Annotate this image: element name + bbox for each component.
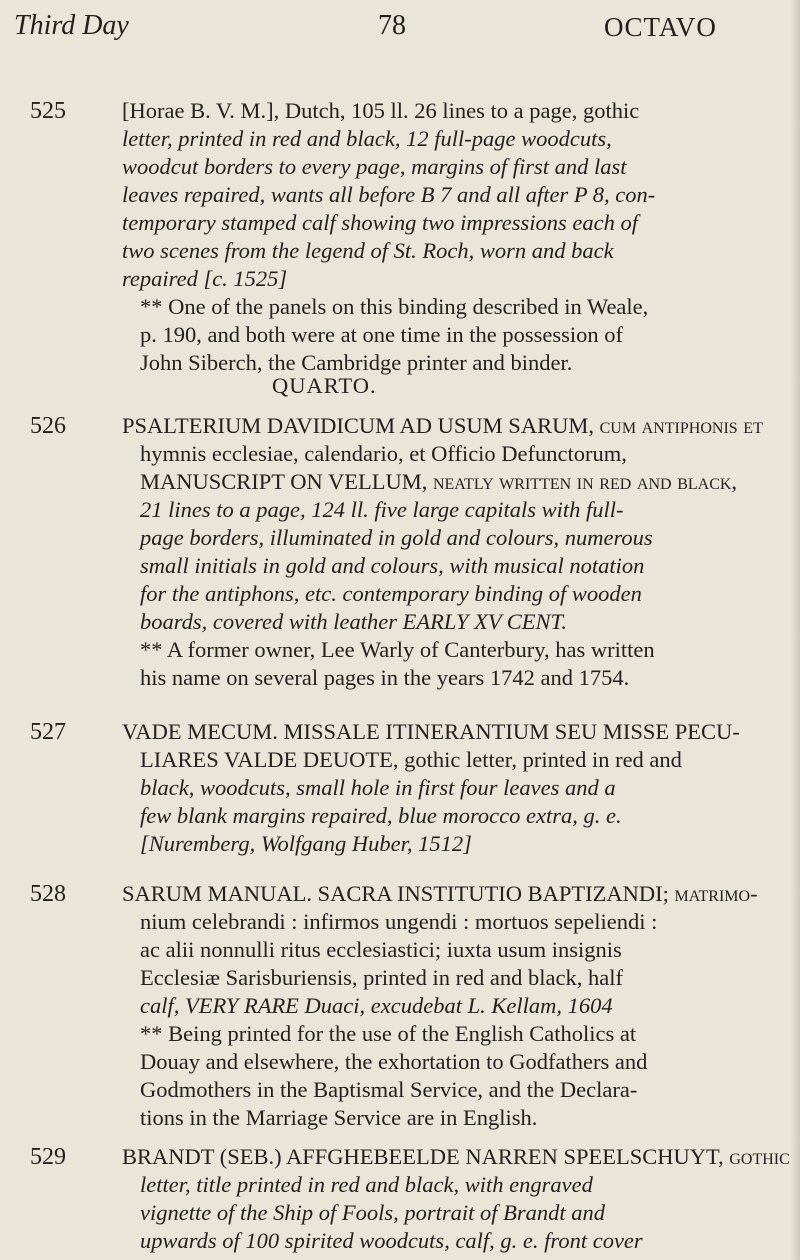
section-heading: QUARTO. (272, 373, 377, 398)
page-number: 78 (378, 10, 406, 41)
lot-line: ac alii nonnulli ritus ecclesiastici; iuxta usum insignis (140, 937, 622, 962)
lot-line: few blank margins repaired, blue morocco extra, g. e. (140, 803, 622, 828)
lot-note: ** Being printed for the use of the English Catholics at (140, 1021, 637, 1046)
lot-number: 527 (30, 719, 66, 745)
lot-line: small initials in gold and colours, with musical notation (140, 553, 645, 578)
lot-line: calf, VERY RARE Duaci, excudebat L. Kellam, 1604 (140, 993, 613, 1018)
lot-note: John Siberch, the Cambridge printer and binder. (140, 350, 573, 375)
lot-number: 529 (30, 1144, 66, 1170)
lot-line: repaired [c. 1525] (122, 266, 288, 291)
lot-line: SARUM MANUAL. SACRA INSTITUTIO BAPTIZANDI; matrimo- (122, 881, 758, 906)
lot-line: vignette of the Ship of Fools, portrait of Brandt and (140, 1200, 605, 1225)
lot-description (122, 1143, 790, 1255)
lot-line: letter, printed in red and black, 12 full-page woodcuts, (122, 126, 612, 151)
lot-number: 526 (30, 413, 66, 439)
lot-line: MANUSCRIPT ON VELLUM, neatly written in red and black, (140, 469, 738, 494)
lot-line: PSALTERIUM DAVIDICUM AD USUM SARUM, cum antiphonis et (122, 413, 763, 438)
running-head (0, 0, 800, 70)
lot-line: two scenes from the legend of St. Roch, worn and back (122, 238, 614, 263)
lot-note: ** One of the panels on this binding described in Weale, (140, 294, 649, 319)
lot-line: [Horae B. V. M.], Dutch, 105 ll. 26 lines to a page, gothic (122, 98, 640, 123)
lot-line: BRANDT (SEB.) AFFGHEBEELDE NARREN SPEELSCHUYT, gothic (122, 1144, 790, 1169)
lot-number: 528 (30, 881, 66, 907)
lot-number: 525 (30, 98, 66, 124)
lot-line: temporary stamped calf showing two impressions each of (122, 210, 639, 235)
lot-line: VADE MECUM. MISSALE ITINERANTIUM SEU MISSE PECU- (122, 719, 740, 744)
lot-note: tions in the Marriage Service are in English. (140, 1105, 538, 1130)
lot-description (122, 718, 762, 858)
lot-line: leaves repaired, wants all before B 7 and all after P 8, con- (122, 182, 656, 207)
day-heading: Third Day (14, 10, 129, 41)
format-heading: OCTAVO (604, 12, 717, 42)
lot-line: black, woodcuts, small hole in first four leaves and a (140, 775, 616, 800)
lot-note: ** A former owner, Lee Warly of Canterbury, has written (140, 637, 655, 662)
lot-line: [Nuremberg, Wolfgang Huber, 1512] (140, 831, 472, 856)
lot-line: hymnis ecclesiae, calendario, et Officio Defunctorum, (140, 441, 627, 466)
lot-line: nium celebrandi : infirmos ungendi : mortuos sepeliendi : (140, 909, 658, 934)
page-edge (790, 0, 800, 1260)
lot-line: page borders, illuminated in gold and colours, numerous (140, 525, 653, 550)
lot-note: p. 190, and both were at one time in the possession of (140, 322, 624, 347)
lot-line: 21 lines to a page, 124 ll. five large capitals with full- (140, 497, 624, 522)
lot-line: Ecclesiæ Sarisburiensis, printed in red and black, half (140, 965, 623, 990)
lot-note: Douay and elsewhere, the exhortation to Godfathers and (140, 1049, 648, 1074)
lot-line: letter, title printed in red and black, with engraved (140, 1172, 593, 1197)
lot-note: Godmothers in the Baptismal Service, and the Declara- (140, 1077, 638, 1102)
lot-line: LIARES VALDE DEUOTE, gothic letter, printed in red and (140, 747, 682, 772)
lot-description (122, 880, 762, 1132)
lot-description (122, 97, 762, 377)
lot-note: his name on several pages in the years 1742 and 1754. (140, 665, 630, 690)
lot-description (122, 412, 762, 692)
lot-line: for the antiphons, etc. contemporary binding of wooden (140, 581, 642, 606)
lot-line: woodcut borders to every page, margins of first and last (122, 154, 627, 179)
lot-line: upwards of 100 spirited woodcuts, calf, g. e. front cover (140, 1228, 643, 1253)
lot-line: boards, covered with leather EARLY XV CENT. (140, 609, 568, 634)
